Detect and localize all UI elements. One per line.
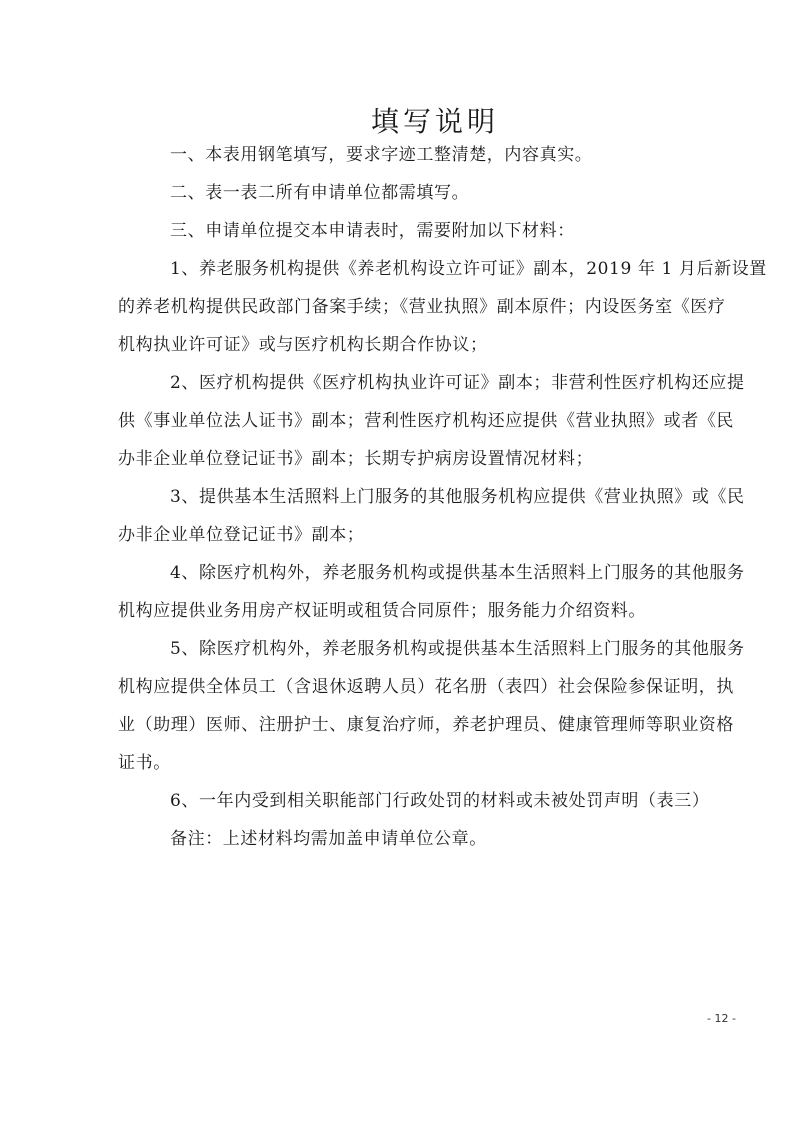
text-line: 1、养老服务机构提供《养老机构设立许可证》副本，2019 年 1 月后新设置 [170,259,767,279]
text-line: 业（助理）医师、注册护士、康复治疗师，养老护理员、健康管理师等职业资格 [118,715,734,735]
text-line: 4、除医疗机构外，养老服务机构或提供基本生活照料上门服务的其他服务 [170,563,745,583]
text-line: 二、表一表二所有申请单位都需填写。 [170,183,470,203]
paragraph [118,791,758,812]
text-line: 备注：上述材料均需加盖申请单位公章。 [170,829,487,849]
text-line: 机构执业许可证》或与医疗机构长期合作协议； [118,335,488,355]
instructions-body [118,145,767,867]
text-line: 供《事业单位法人证书》副本；营利性医疗机构还应提供《营业执照》或者《民 [118,411,734,431]
text-line: 6、一年内受到相关职能部门行政处罚的材料或未被处罚声明（表三） [170,791,710,811]
paragraph [118,259,767,356]
text-line: 证书。 [118,753,171,773]
paragraph [118,145,758,166]
text-line: 三、申请单位提交本申请表时，需要附加以下材料： [170,221,575,241]
paragraph [118,221,758,242]
paragraph [118,563,758,622]
page-number: - 12 - [707,1012,736,1025]
text-line: 办非企业单位登记证书》副本； [118,525,365,545]
paragraph [118,829,758,850]
text-line: 机构应提供业务用房产权证明或租赁合同原件；服务能力介绍资料。 [118,601,646,621]
paragraph [118,373,758,470]
page-title: 填写说明 [370,105,499,138]
text-line: 办非企业单位登记证书》副本；长期专护病房设置情况材料； [118,449,594,469]
paragraph [118,183,758,204]
text-line: 2、医疗机构提供《医疗机构执业许可证》副本；非营利性医疗机构还应提 [170,373,745,393]
text-line: 的养老机构提供民政部门备案手续；《营业执照》副本原件；内设医务室《医疗 [118,297,726,317]
text-line: 3、提供基本生活照料上门服务的其他服务机构应提供《营业执照》或《民 [170,487,745,507]
text-line: 机构应提供全体员工（含退休返聘人员）花名册（表四）社会保险参保证明，执 [118,677,734,697]
paragraph [118,487,758,546]
text-line: 5、除医疗机构外，养老服务机构或提供基本生活照料上门服务的其他服务 [170,639,745,659]
paragraph [118,639,758,774]
text-line: 一、本表用钢笔填写，要求字迹工整清楚，内容真实。 [170,145,593,165]
